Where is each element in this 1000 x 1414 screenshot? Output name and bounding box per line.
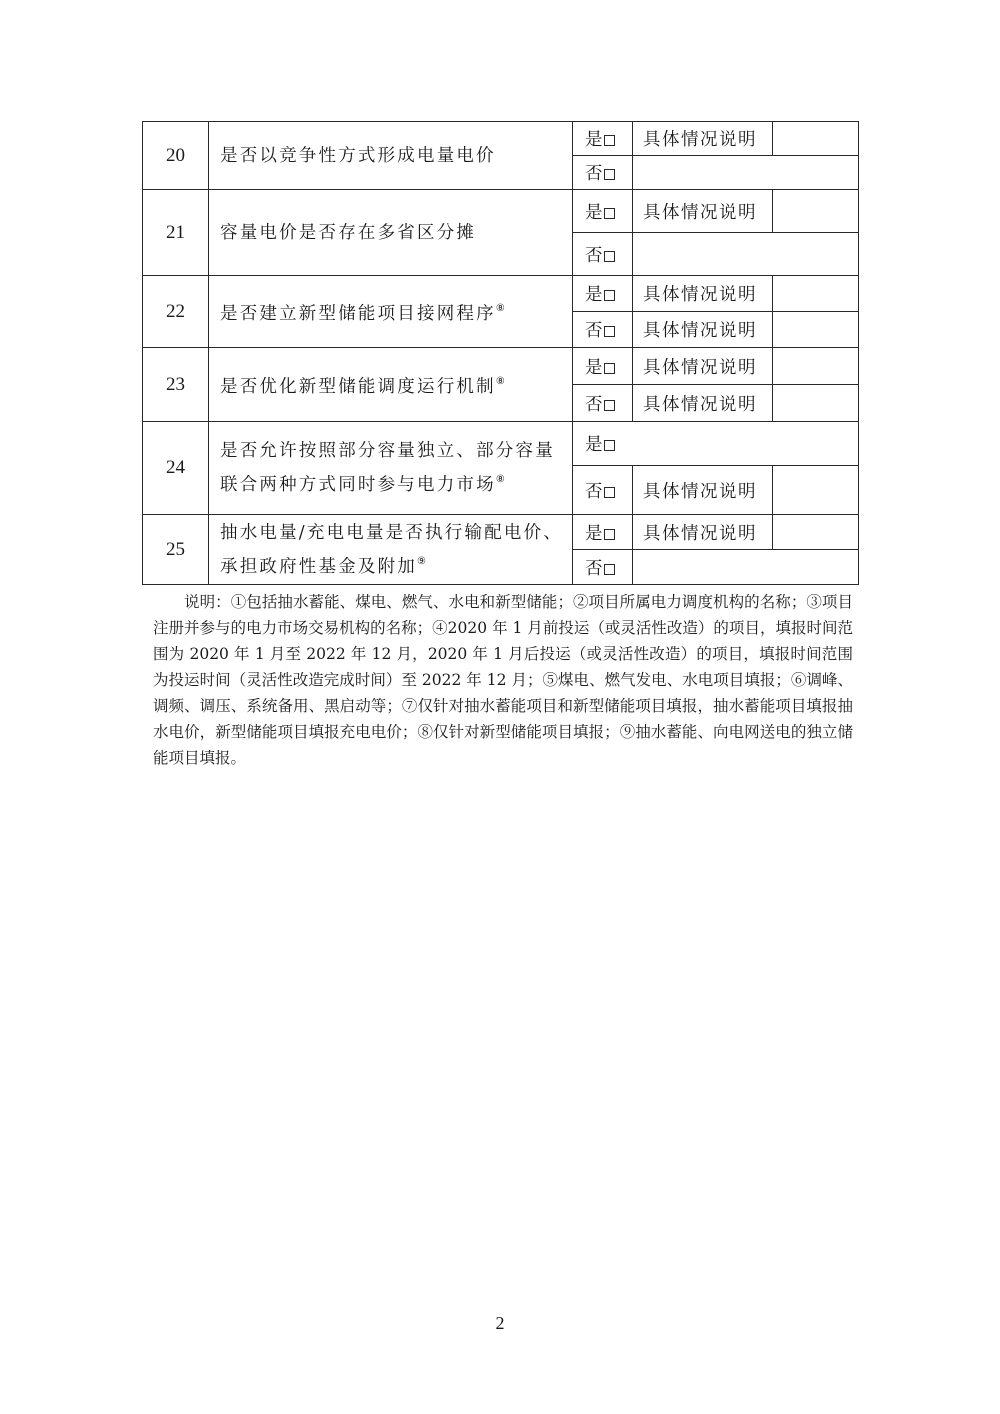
footnote-marker: ⑧	[495, 302, 505, 314]
row-number: 20	[143, 122, 209, 190]
item-text: 抽水电量/充电电量是否执行输配电价、承担政府性基金及附加	[220, 522, 563, 577]
description-label: 具体情况说明	[633, 466, 773, 515]
description-input[interactable]	[633, 156, 859, 190]
page-number: 2	[495, 1313, 505, 1333]
row-number: 25	[143, 515, 209, 585]
row-number: 22	[143, 276, 209, 348]
checkbox-no[interactable]	[604, 251, 615, 262]
form-table	[142, 121, 859, 585]
checkbox-no[interactable]	[604, 169, 615, 180]
option-no[interactable]: 否	[573, 156, 633, 190]
row-number: 24	[143, 422, 209, 515]
row-item	[209, 276, 573, 348]
row-item	[209, 422, 573, 515]
checkbox-yes[interactable]	[604, 208, 615, 219]
row-item	[209, 190, 573, 276]
table-row	[143, 348, 859, 385]
row-number: 21	[143, 190, 209, 276]
row-item	[209, 515, 573, 585]
description-label: 具体情况说明	[633, 385, 773, 422]
description-label: 具体情况说明	[633, 515, 773, 550]
description-input[interactable]	[633, 550, 859, 585]
footnote-marker: ⑧	[495, 474, 505, 486]
option-yes[interactable]: 是	[573, 190, 633, 233]
description-input[interactable]	[773, 515, 859, 550]
description-label: 具体情况说明	[633, 312, 773, 348]
option-no[interactable]: 否	[573, 312, 633, 348]
option-no[interactable]: 否	[573, 550, 633, 585]
description-input[interactable]	[773, 348, 859, 385]
description-label: 具体情况说明	[633, 276, 773, 312]
item-text: 是否以竞争性方式形成电量电价	[220, 145, 496, 166]
description-input[interactable]	[773, 385, 859, 422]
checkbox-no[interactable]	[604, 326, 615, 337]
checkbox-yes[interactable]	[604, 290, 615, 301]
description-input[interactable]	[773, 276, 859, 312]
description-input[interactable]	[773, 312, 859, 348]
description-label: 具体情况说明	[633, 190, 773, 233]
item-text: 是否建立新型储能项目接网程序	[220, 303, 496, 324]
item-text: 是否优化新型储能调度运行机制	[220, 376, 496, 397]
item-text: 容量电价是否存在多省区分摊	[220, 222, 477, 243]
option-yes[interactable]: 是	[573, 515, 633, 550]
table-row	[143, 515, 859, 550]
option-yes[interactable]: 是	[573, 422, 859, 466]
row-item	[209, 348, 573, 422]
checkbox-no[interactable]	[604, 487, 615, 498]
description-input[interactable]	[773, 190, 859, 233]
table-row	[143, 190, 859, 233]
option-yes[interactable]: 是	[573, 348, 633, 385]
option-no[interactable]: 否	[573, 385, 633, 422]
checkbox-no[interactable]	[604, 564, 615, 575]
description-input[interactable]	[773, 122, 859, 156]
footnote-marker: ⑨	[417, 555, 426, 567]
item-text: 是否允许按照部分容量独立、部分容量联合两种方式同时参与电力市场	[220, 441, 555, 495]
description-label: 具体情况说明	[633, 348, 773, 385]
description-input[interactable]	[633, 233, 859, 276]
footnote-marker: ⑧	[495, 375, 505, 387]
option-no[interactable]: 否	[573, 466, 633, 515]
option-yes[interactable]: 是	[573, 276, 633, 312]
table-row	[143, 422, 859, 466]
notes-text: 说明：①包括抽水蓄能、煤电、燃气、水电和新型储能；②项目所属电力调度机构的名称；③项目注册并参与的电力市场交易机构的名称；④2020 年 1 月前投运（或灵活性改造）的项目，填报时间范围为 2020 年 1 月至 2022 年 12 月，2020 年 1 月后投运（或灵活性改造）的项目，填报时间范围为投运时间（灵活性改造完成时间）至 2022 年 12 月；⑤煤电、燃气发电、水电项目填报；⑥调峰、调频、调压、系统备用、黑启动等；⑦仅针对抽水蓄能项目和新型储能项目填报，抽水蓄能项目填报抽水电价，新型储能项目填报充电电价；⑧仅针对新型储能项目填报；⑨抽水蓄能、向电网送电的独立储能项目填报。	[153, 593, 853, 767]
checkbox-no[interactable]	[604, 400, 615, 411]
row-item	[209, 122, 573, 190]
notes-paragraph	[153, 589, 853, 771]
table-row	[143, 122, 859, 156]
description-input[interactable]	[773, 466, 859, 515]
checkbox-yes[interactable]	[604, 135, 615, 146]
description-label: 具体情况说明	[633, 122, 773, 156]
table-row	[143, 276, 859, 312]
option-yes[interactable]: 是	[573, 122, 633, 156]
option-no[interactable]: 否	[573, 233, 633, 276]
checkbox-yes[interactable]	[604, 363, 615, 374]
row-number: 23	[143, 348, 209, 422]
checkbox-yes[interactable]	[604, 440, 615, 451]
checkbox-yes[interactable]	[604, 529, 615, 540]
